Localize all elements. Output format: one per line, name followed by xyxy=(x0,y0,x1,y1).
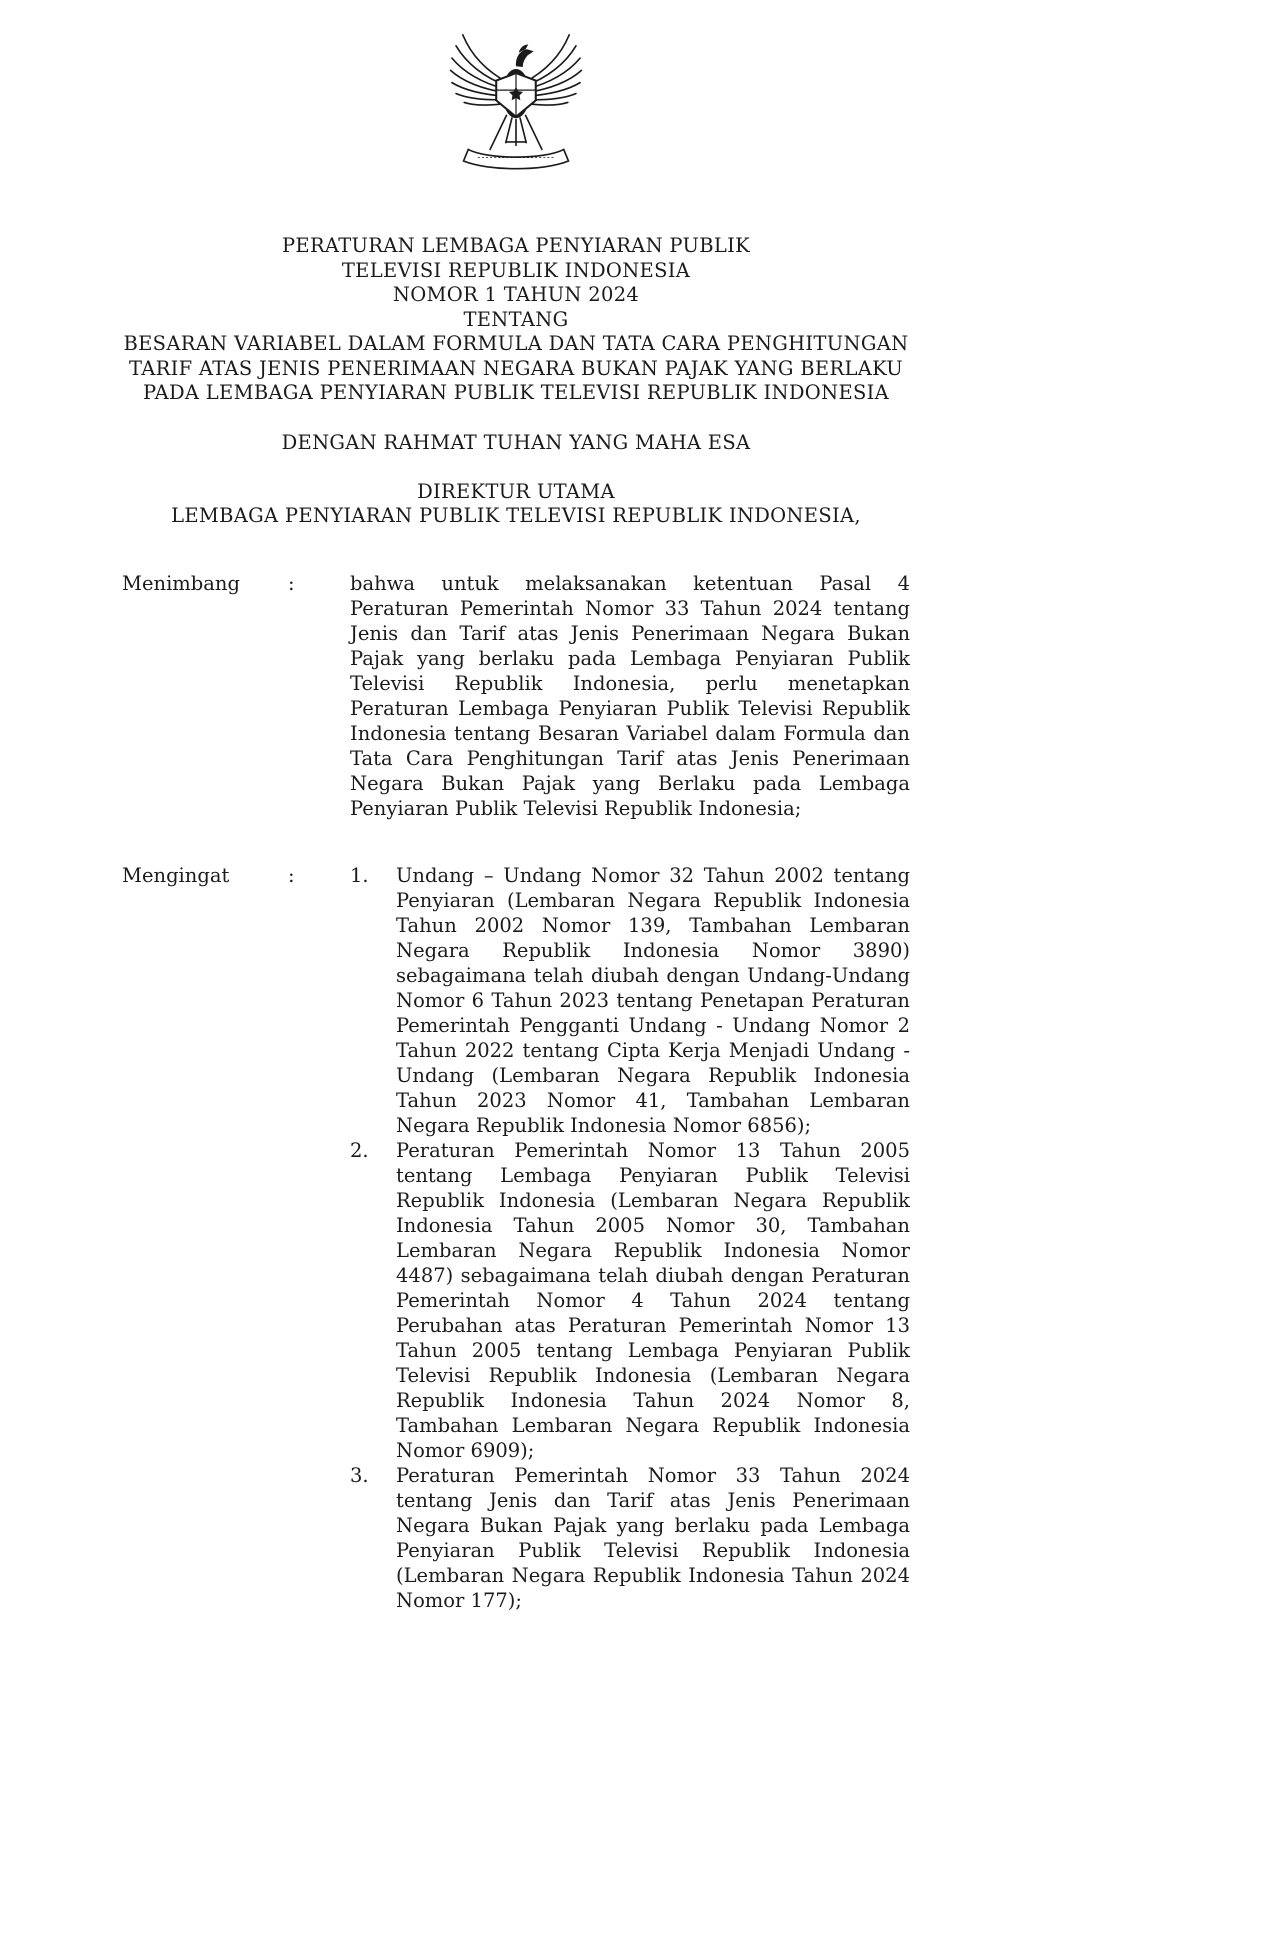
garuda-pancasila-emblem xyxy=(122,24,910,174)
mengingat-colon: : xyxy=(288,863,295,887)
title-line-subject-3: PADA LEMBAGA PENYIARAN PUBLIK TELEVISI REPUBLIK INDONESIA xyxy=(142,381,890,404)
mengingat-item-1-text: Undang – Undang Nomor 32 Tahun 2002 tentang Penyiaran (Lembaran Negara Republik Indonesia Tahun 2002 Nomor 139, Tambahan Lembaran Negara Republik Indonesia Nomor 3890) sebagaimana telah diubah dengan Undang-Undang Nomor 6 Tahun 2023 tentang Penetapan Peraturan Pemerintah Pengganti Undang - Undang Nomor 2 Tahun 2022 tentang Cipta Kerja Menjadi Undang - Undang (Lembaran Negara Republik Indonesia Tahun 2023 Nomor 41, Tambahan Lembaran Negara Republik Indonesia Nomor 6856); xyxy=(396,863,910,1137)
mengingat-item-2-number: 2. xyxy=(350,1138,369,1162)
document-title-block xyxy=(122,234,910,406)
menimbang-section xyxy=(122,571,910,821)
invocation-line: DENGAN RAHMAT TUHAN YANG MAHA ESA xyxy=(281,430,751,454)
mengingat-item-3-number: 3. xyxy=(350,1463,369,1487)
document-content xyxy=(122,24,910,1613)
mengingat-item-3 xyxy=(350,1463,910,1613)
garuda-eagle-icon xyxy=(447,24,585,174)
mengingat-item-1-number: 1. xyxy=(350,863,369,887)
title-line-tentang: TENTANG xyxy=(463,307,569,331)
menimbang-text: bahwa untuk melaksanakan ketentuan Pasal 4 Peraturan Pemerintah Nomor 33 Tahun 2024 tentang Jenis dan Tarif atas Jenis Penerimaan Negara Bukan Pajak yang berlaku pada Lembaga Penyiaran Publik Televisi Republik Indonesia, perlu menetapkan Peraturan Lembaga Penyiaran Publik Televisi Republik Indonesia tentang Besaran Variabel dalam Formula dan Tata Cara Penghitungan Tarif atas Jenis Penerimaan Negara Bukan Pajak yang Berlaku pada Lembaga Penyiaran Publik Televisi Republik Indonesia; xyxy=(350,571,910,820)
authority-block xyxy=(122,480,910,529)
mengingat-item-1 xyxy=(350,863,910,1138)
title-line-regulation: PERATURAN LEMBAGA PENYIARAN PUBLIK xyxy=(281,234,750,257)
mengingat-item-2-text: Peraturan Pemerintah Nomor 13 Tahun 2005 tentang Lembaga Penyiaran Publik Televisi Republik Indonesia (Lembaran Negara Republik Indonesia Tahun 2005 Nomor 30, Tambahan Lembaran Negara Republik Indonesia Nomor 4487) sebagaimana telah diubah dengan Peraturan Pemerintah Nomor 4 Tahun 2024 tentang Perubahan atas Peraturan Pemerintah Nomor 13 Tahun 2005 tentang Lembaga Penyiaran Publik Televisi Republik Indonesia (Lembaran Negara Republik Indonesia Tahun 2024 Nomor 8, Tambahan Lembaran Negara Republik Indonesia Nomor 6909); xyxy=(396,1138,910,1462)
authority-institution: LEMBAGA PENYIARAN PUBLIK TELEVISI REPUBLIK INDONESIA, xyxy=(171,504,861,527)
title-line-subject-2: TARIF ATAS JENIS PENERIMAAN NEGARA BUKAN PAJAK YANG BERLAKU xyxy=(129,356,903,380)
mengingat-item-3-text: Peraturan Pemerintah Nomor 33 Tahun 2024 tentang Jenis dan Tarif atas Jenis Penerimaan Negara Bukan Pajak yang berlaku pada Lembaga Penyiaran Publik Televisi Republik Indonesia (Lembaran Negara Republik Indonesia Tahun 2024 Nomor 177); xyxy=(396,1463,910,1612)
mengingat-label: Mengingat xyxy=(122,863,230,887)
authority-title: DIREKTUR UTAMA xyxy=(417,479,615,503)
menimbang-label: Menimbang xyxy=(122,571,240,595)
mengingat-section xyxy=(122,863,910,1613)
title-line-subject-1: BESARAN VARIABEL DALAM FORMULA DAN TATA CARA PENGHITUNGAN xyxy=(123,332,909,355)
menimbang-colon: : xyxy=(288,571,295,595)
mengingat-item-2 xyxy=(350,1138,910,1463)
title-line-number-year: NOMOR 1 TAHUN 2024 xyxy=(392,283,640,306)
mengingat-list xyxy=(350,863,910,1613)
title-line-institution: TELEVISI REPUBLIK INDONESIA xyxy=(341,258,691,282)
